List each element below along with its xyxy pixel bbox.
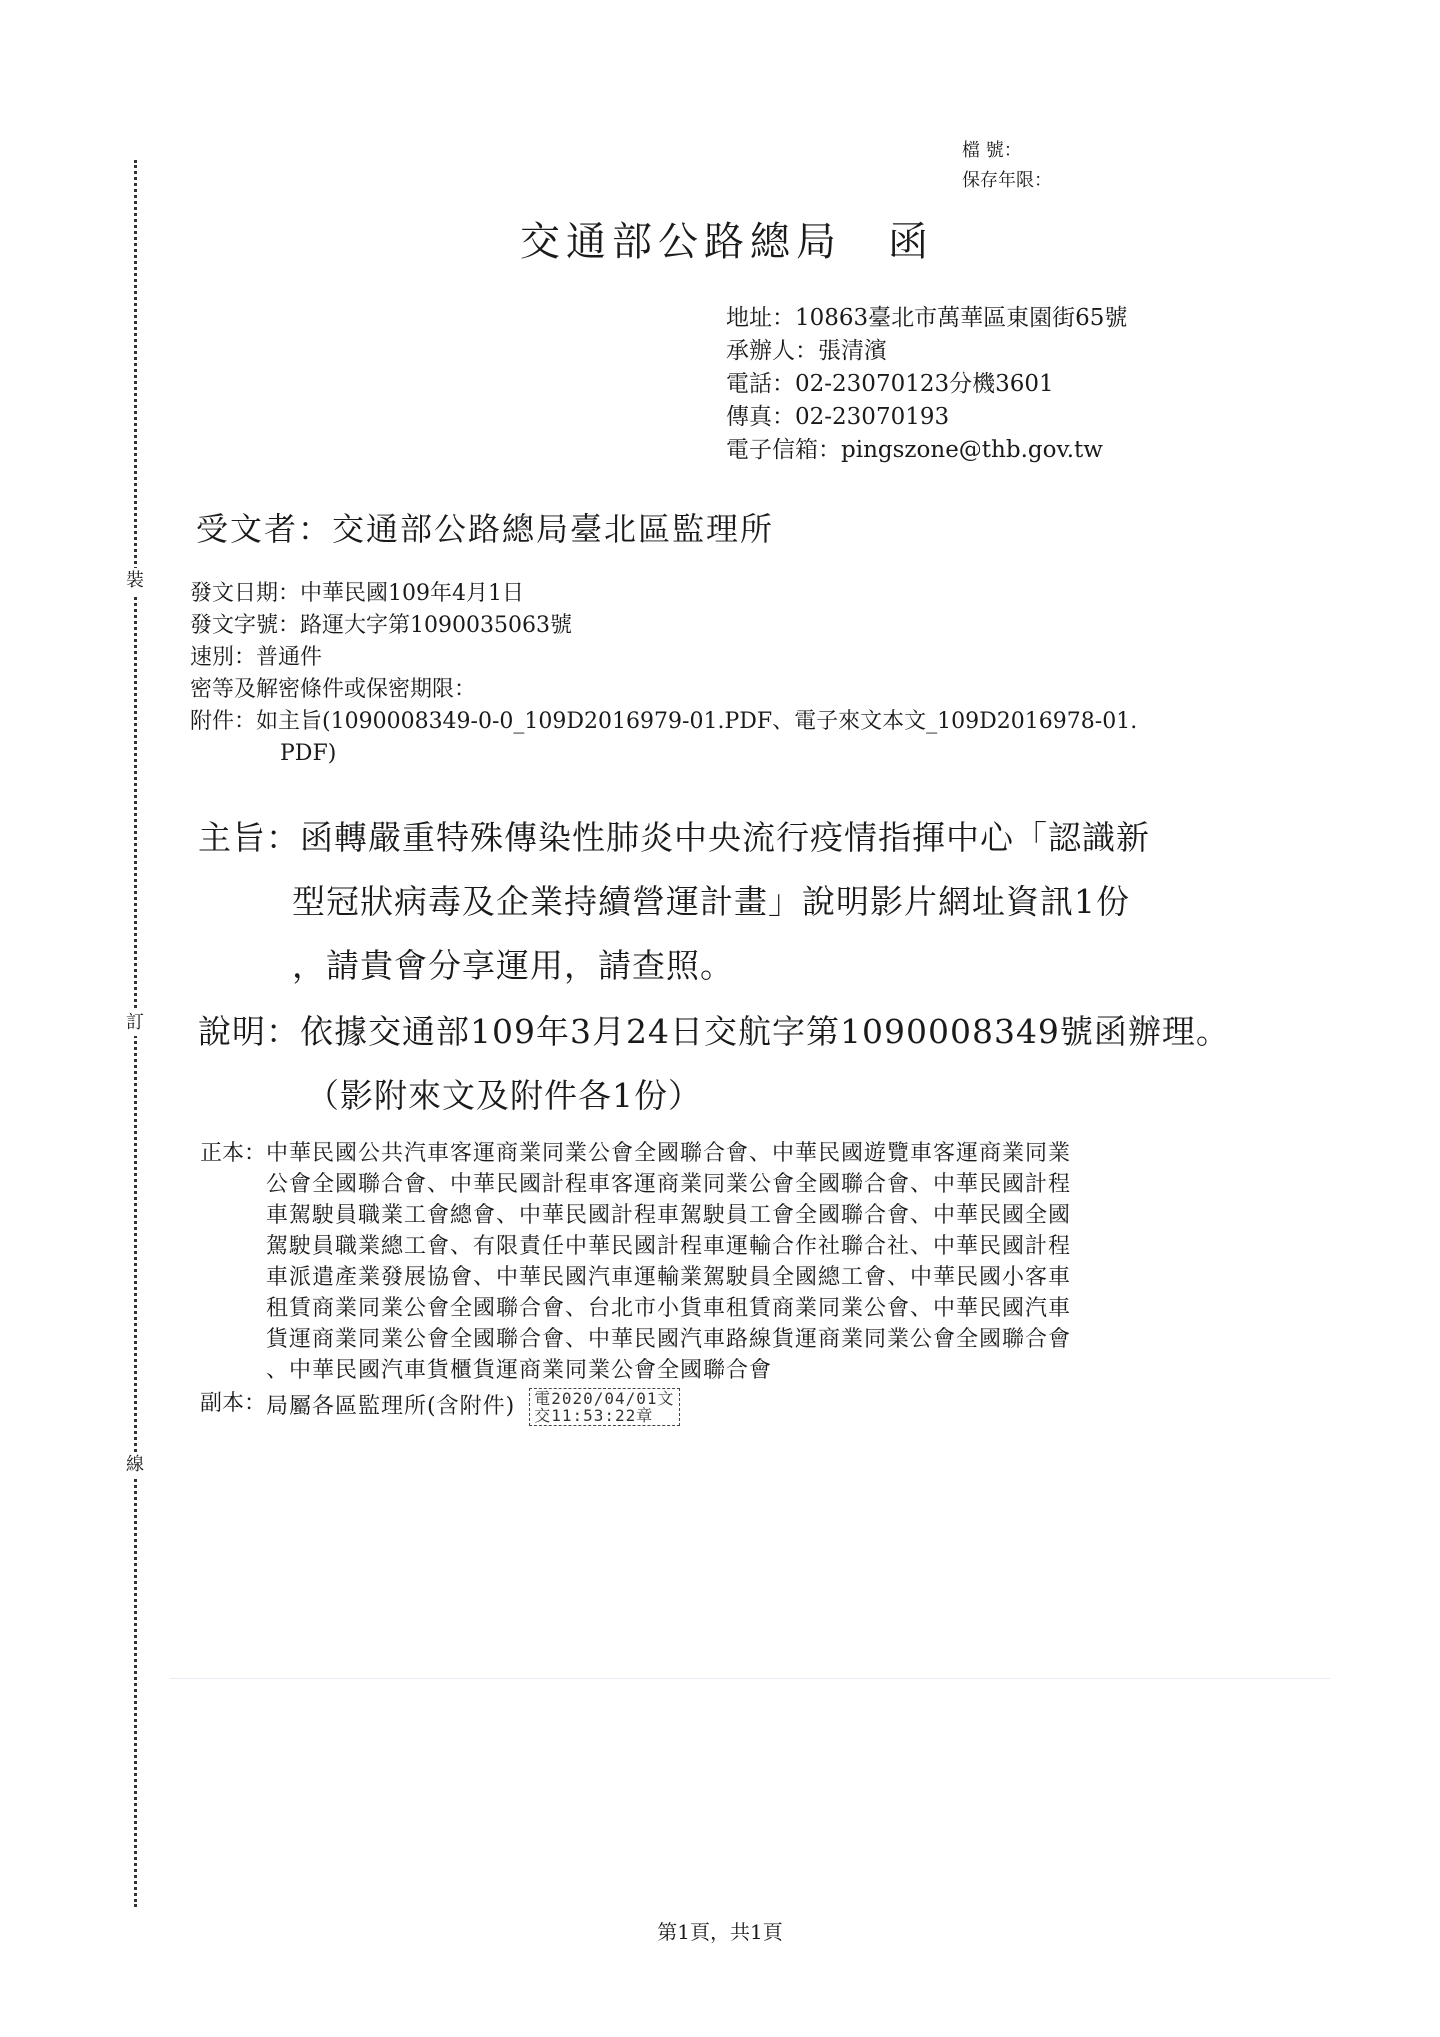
binding-label-ding: 訂 [122, 1010, 148, 1036]
issue-date: 發文日期：中華民國109年4月1日 [190, 581, 524, 606]
electronic-exchange-stamp [529, 1388, 679, 1426]
recipient-line: 公會全國聯合會、中華民國計程車客運商業同業公會全國聯合會、中華民國計程 [266, 1172, 1072, 1197]
retention-period-label: 保存年限： [962, 170, 1052, 191]
stamp-line-2: 交11:53:22章 [534, 1406, 654, 1425]
file-number-label: 檔 號： [962, 140, 1022, 161]
sender-address: 地址：10863臺北市萬華區東園街65號 [726, 305, 1128, 331]
document-title: 交通部公路總局 函 [520, 219, 934, 265]
page-number: 第1頁，共1頁 [657, 1920, 783, 1944]
sender-phone: 電話：02-23070123分機3601 [726, 371, 1054, 397]
sender-info [726, 302, 1127, 467]
document-meta [190, 578, 1137, 770]
sender-email: 電子信箱：pingszone@thb.gov.tw [726, 437, 1103, 463]
document-number: 發文字號：路運大字第1090035063號 [190, 613, 572, 638]
subject-line-2: 型冠狀病毒及企業持續營運計畫」說明影片網址資訊1份 [292, 882, 1130, 921]
explanation-section [198, 1000, 1278, 1128]
main-recipients [200, 1138, 1270, 1386]
sender-fax: 傳真：02-23070193 [726, 404, 950, 430]
explanation-line-2: （影附來文及附件各1份） [306, 1076, 702, 1115]
secrecy-level: 密等及解密條件或保密期限： [190, 677, 477, 702]
explanation-line-1: 說明：依據交通部109年3月24日交航字第1090008349號函辦理。 [198, 1012, 1230, 1051]
recipient-line: 駕駛員職業總工會、有限責任中華民國計程車運輸合作社聯合社、中華民國計程 [266, 1234, 1072, 1259]
recipient-line: 貨運商業同業公會全國聯合會、中華民國汽車路線貨運商業同業公會全國聯合會 [266, 1327, 1072, 1352]
attachment-line-2: PDF) [280, 741, 337, 766]
copy-recipients-label: 副本： [200, 1391, 267, 1416]
stamp-line-1: 電2020/04/01文 [534, 1389, 675, 1408]
recipient-line: 、中華民國汽車貨櫃貨運商業同業公會全國聯合會 [266, 1358, 773, 1383]
delivery-speed: 速別：普通件 [190, 645, 323, 670]
recipient-line: 車駕駛員職業工會總會、中華民國計程車駕駛員工會全國聯合會、中華民國全國 [266, 1203, 1072, 1228]
scan-divider [170, 1678, 1330, 1679]
subject-line-1: 主旨：函轉嚴重特殊傳染性肺炎中央流行疫情指揮中心「認識新 [198, 818, 1150, 857]
main-recipients-label: 正本： [200, 1141, 267, 1166]
receiver: 受文者：交通部公路總局臺北區監理所 [196, 510, 775, 548]
copy-recipients [200, 1388, 1270, 1426]
binding-label-xian: 線 [122, 1452, 148, 1478]
copy-recipients-text: 局屬各區監理所(含附件) [266, 1394, 516, 1419]
recipient-line: 租賃商業同業公會全國聯合會、台北市小貨車租賃商業同業公會、中華民國汽車 [266, 1296, 1072, 1321]
sender-officer: 承辦人：張清濱 [726, 338, 887, 364]
subject-section [198, 806, 1278, 998]
main-recipients-list [266, 1138, 1270, 1386]
recipient-line: 中華民國公共汽車客運商業同業公會全國聯合會、中華民國遊覽車客運商業同業 [266, 1141, 1072, 1166]
attachment-line-1: 附件：如主旨(1090008349-0-0_109D2016979-01.PDF、電子來文本文_109D2016978-01. [190, 709, 1138, 734]
subject-line-3: ，請貴會分享運用，請查照。 [292, 946, 734, 985]
distribution-section [200, 1138, 1270, 1426]
recipient-line: 車派遣產業發展協會、中華民國汽車運輸業駕駛員全國總工會、中華民國小客車 [266, 1265, 1072, 1290]
binding-label-zhuang: 裝 [122, 568, 148, 594]
